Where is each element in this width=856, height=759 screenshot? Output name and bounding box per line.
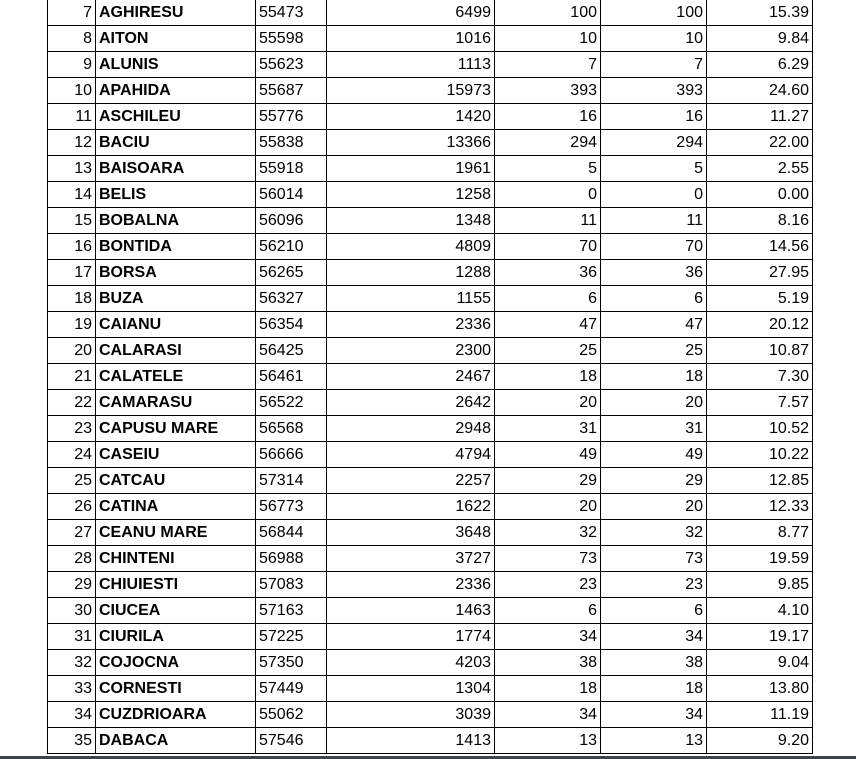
row-number-cell: 26 [48,494,96,520]
locality-name-cell: CATINA [96,494,256,520]
siruta-code-cell: 56461 [256,364,327,390]
value-1-cell: 3039 [327,702,495,728]
siruta-code-cell: 56210 [256,234,327,260]
siruta-code-cell: 55473 [256,0,327,26]
value-2-cell: 23 [495,572,601,598]
locality-name-cell: BONTIDA [96,234,256,260]
value-4-cell: 20.12 [707,312,813,338]
value-1-cell: 1258 [327,182,495,208]
table-row [48,546,813,572]
table-row [48,156,813,182]
value-1-cell: 3648 [327,520,495,546]
value-4-cell: 7.57 [707,390,813,416]
locality-name-cell: CUZDRIOARA [96,702,256,728]
value-2-cell: 32 [495,520,601,546]
value-1-cell: 2336 [327,572,495,598]
value-1-cell: 1304 [327,676,495,702]
value-4-cell: 12.33 [707,494,813,520]
value-1-cell: 2948 [327,416,495,442]
value-2-cell: 0 [495,182,601,208]
value-4-cell: 10.87 [707,338,813,364]
value-1-cell: 4794 [327,442,495,468]
value-3-cell: 29 [601,468,707,494]
locality-name-cell: AGHIRESU [96,0,256,26]
value-2-cell: 6 [495,598,601,624]
value-3-cell: 6 [601,598,707,624]
table-row [48,312,813,338]
value-2-cell: 16 [495,104,601,130]
value-3-cell: 47 [601,312,707,338]
value-1-cell: 2336 [327,312,495,338]
row-number-cell: 34 [48,702,96,728]
siruta-code-cell: 56773 [256,494,327,520]
locality-name-cell: BUZA [96,286,256,312]
table-row [48,676,813,702]
value-3-cell: 23 [601,572,707,598]
locality-name-cell: CAPUSU MARE [96,416,256,442]
value-2-cell: 47 [495,312,601,338]
value-4-cell: 4.10 [707,598,813,624]
row-number-cell: 25 [48,468,96,494]
value-1-cell: 1288 [327,260,495,286]
value-2-cell: 393 [495,78,601,104]
value-2-cell: 5 [495,156,601,182]
row-number-cell: 33 [48,676,96,702]
locality-name-cell: CAIANU [96,312,256,338]
value-1-cell: 13366 [327,130,495,156]
row-number-cell: 30 [48,598,96,624]
siruta-code-cell: 56354 [256,312,327,338]
value-3-cell: 20 [601,494,707,520]
siruta-code-cell: 56522 [256,390,327,416]
siruta-code-cell: 56096 [256,208,327,234]
table-row [48,416,813,442]
value-3-cell: 10 [601,26,707,52]
value-2-cell: 11 [495,208,601,234]
value-3-cell: 31 [601,416,707,442]
value-2-cell: 100 [495,0,601,26]
siruta-code-cell: 57163 [256,598,327,624]
value-1-cell: 1961 [327,156,495,182]
siruta-code-cell: 56014 [256,182,327,208]
value-1-cell: 1420 [327,104,495,130]
row-number-cell: 16 [48,234,96,260]
value-4-cell: 5.19 [707,286,813,312]
row-number-cell: 8 [48,26,96,52]
value-1-cell: 3727 [327,546,495,572]
locality-name-cell: APAHIDA [96,78,256,104]
value-2-cell: 34 [495,624,601,650]
value-3-cell: 73 [601,546,707,572]
value-2-cell: 20 [495,494,601,520]
table-row [48,494,813,520]
row-number-cell: 7 [48,0,96,26]
table-row [48,0,813,26]
locality-name-cell: BACIU [96,130,256,156]
locality-name-cell: BAISOARA [96,156,256,182]
value-4-cell: 10.22 [707,442,813,468]
value-3-cell: 7 [601,52,707,78]
value-1-cell: 1113 [327,52,495,78]
value-4-cell: 19.59 [707,546,813,572]
table-row [48,598,813,624]
siruta-code-cell: 55623 [256,52,327,78]
row-number-cell: 32 [48,650,96,676]
siruta-code-cell: 55838 [256,130,327,156]
locality-name-cell: CAMARASU [96,390,256,416]
value-3-cell: 393 [601,78,707,104]
row-number-cell: 21 [48,364,96,390]
table-row [48,728,813,754]
value-3-cell: 20 [601,390,707,416]
locality-name-cell: CASEIU [96,442,256,468]
locality-name-cell: CORNESTI [96,676,256,702]
siruta-code-cell: 55598 [256,26,327,52]
row-number-cell: 29 [48,572,96,598]
value-4-cell: 8.77 [707,520,813,546]
table-row [48,182,813,208]
siruta-code-cell: 56666 [256,442,327,468]
value-1-cell: 4203 [327,650,495,676]
value-2-cell: 6 [495,286,601,312]
siruta-code-cell: 57083 [256,572,327,598]
table-row [48,26,813,52]
value-1-cell: 15973 [327,78,495,104]
locality-name-cell: CIURILA [96,624,256,650]
table-body [48,0,813,754]
row-number-cell: 27 [48,520,96,546]
value-1-cell: 1155 [327,286,495,312]
table-row [48,468,813,494]
value-4-cell: 0.00 [707,182,813,208]
locality-name-cell: CALARASI [96,338,256,364]
value-4-cell: 22.00 [707,130,813,156]
value-2-cell: 25 [495,338,601,364]
siruta-code-cell: 55062 [256,702,327,728]
row-number-cell: 10 [48,78,96,104]
value-3-cell: 294 [601,130,707,156]
siruta-code-cell: 55918 [256,156,327,182]
siruta-code-cell: 56844 [256,520,327,546]
value-4-cell: 19.17 [707,624,813,650]
row-number-cell: 18 [48,286,96,312]
value-2-cell: 31 [495,416,601,442]
value-4-cell: 6.29 [707,52,813,78]
table-row [48,286,813,312]
table-row [48,52,813,78]
value-4-cell: 8.16 [707,208,813,234]
value-3-cell: 34 [601,702,707,728]
locality-name-cell: CALATELE [96,364,256,390]
locality-name-cell: BOBALNA [96,208,256,234]
value-1-cell: 1463 [327,598,495,624]
locality-name-cell: AITON [96,26,256,52]
siruta-code-cell: 57449 [256,676,327,702]
table-row [48,208,813,234]
value-2-cell: 49 [495,442,601,468]
table-row [48,364,813,390]
row-number-cell: 17 [48,260,96,286]
value-4-cell: 11.27 [707,104,813,130]
value-4-cell: 11.19 [707,702,813,728]
value-3-cell: 34 [601,624,707,650]
value-3-cell: 100 [601,0,707,26]
value-2-cell: 36 [495,260,601,286]
siruta-code-cell: 55776 [256,104,327,130]
table-row [48,260,813,286]
value-1-cell: 2257 [327,468,495,494]
value-2-cell: 20 [495,390,601,416]
table-row [48,104,813,130]
value-2-cell: 13 [495,728,601,754]
table-row [48,78,813,104]
value-2-cell: 294 [495,130,601,156]
siruta-code-cell: 56265 [256,260,327,286]
table-row [48,390,813,416]
value-2-cell: 70 [495,234,601,260]
siruta-code-cell: 57314 [256,468,327,494]
row-number-cell: 11 [48,104,96,130]
locality-name-cell: ASCHILEU [96,104,256,130]
value-4-cell: 7.30 [707,364,813,390]
row-number-cell: 22 [48,390,96,416]
table-row [48,234,813,260]
locality-name-cell: CHINTENI [96,546,256,572]
value-1-cell: 1016 [327,26,495,52]
value-4-cell: 9.20 [707,728,813,754]
table-row [48,520,813,546]
row-number-cell: 20 [48,338,96,364]
data-table [47,0,813,754]
locality-name-cell: CEANU MARE [96,520,256,546]
table-row [48,130,813,156]
value-4-cell: 2.55 [707,156,813,182]
locality-name-cell: BORSA [96,260,256,286]
value-2-cell: 34 [495,702,601,728]
row-number-cell: 14 [48,182,96,208]
value-3-cell: 70 [601,234,707,260]
table-row [48,572,813,598]
value-3-cell: 18 [601,364,707,390]
row-number-cell: 35 [48,728,96,754]
siruta-code-cell: 57546 [256,728,327,754]
value-4-cell: 9.04 [707,650,813,676]
siruta-code-cell: 56988 [256,546,327,572]
value-4-cell: 10.52 [707,416,813,442]
siruta-code-cell: 57350 [256,650,327,676]
value-4-cell: 12.85 [707,468,813,494]
value-1-cell: 1348 [327,208,495,234]
row-number-cell: 23 [48,416,96,442]
siruta-code-cell: 57225 [256,624,327,650]
value-3-cell: 11 [601,208,707,234]
value-3-cell: 36 [601,260,707,286]
value-3-cell: 16 [601,104,707,130]
value-1-cell: 6499 [327,0,495,26]
value-4-cell: 27.95 [707,260,813,286]
value-4-cell: 9.85 [707,572,813,598]
value-3-cell: 6 [601,286,707,312]
value-1-cell: 1413 [327,728,495,754]
value-4-cell: 13.80 [707,676,813,702]
locality-name-cell: CATCAU [96,468,256,494]
table-row [48,442,813,468]
siruta-code-cell: 55687 [256,78,327,104]
value-4-cell: 9.84 [707,26,813,52]
table-row [48,624,813,650]
table-row [48,702,813,728]
locality-name-cell: CHIUIESTI [96,572,256,598]
value-4-cell: 24.60 [707,78,813,104]
value-3-cell: 38 [601,650,707,676]
value-3-cell: 0 [601,182,707,208]
value-2-cell: 18 [495,676,601,702]
value-2-cell: 10 [495,26,601,52]
locality-name-cell: BELIS [96,182,256,208]
row-number-cell: 13 [48,156,96,182]
siruta-code-cell: 56327 [256,286,327,312]
value-3-cell: 49 [601,442,707,468]
value-1-cell: 1774 [327,624,495,650]
value-1-cell: 2467 [327,364,495,390]
value-2-cell: 38 [495,650,601,676]
value-2-cell: 73 [495,546,601,572]
value-2-cell: 18 [495,364,601,390]
value-1-cell: 2642 [327,390,495,416]
value-3-cell: 18 [601,676,707,702]
row-number-cell: 24 [48,442,96,468]
table-row [48,650,813,676]
value-1-cell: 2300 [327,338,495,364]
locality-name-cell: CIUCEA [96,598,256,624]
row-number-cell: 9 [48,52,96,78]
locality-name-cell: COJOCNA [96,650,256,676]
value-4-cell: 14.56 [707,234,813,260]
value-3-cell: 5 [601,156,707,182]
value-1-cell: 4809 [327,234,495,260]
row-number-cell: 19 [48,312,96,338]
value-3-cell: 25 [601,338,707,364]
locality-name-cell: ALUNIS [96,52,256,78]
value-3-cell: 32 [601,520,707,546]
value-1-cell: 1622 [327,494,495,520]
value-3-cell: 13 [601,728,707,754]
row-number-cell: 28 [48,546,96,572]
row-number-cell: 12 [48,130,96,156]
table-row [48,338,813,364]
value-2-cell: 29 [495,468,601,494]
value-2-cell: 7 [495,52,601,78]
locality-name-cell: DABACA [96,728,256,754]
value-4-cell: 15.39 [707,0,813,26]
siruta-code-cell: 56568 [256,416,327,442]
row-number-cell: 31 [48,624,96,650]
row-number-cell: 15 [48,208,96,234]
siruta-code-cell: 56425 [256,338,327,364]
